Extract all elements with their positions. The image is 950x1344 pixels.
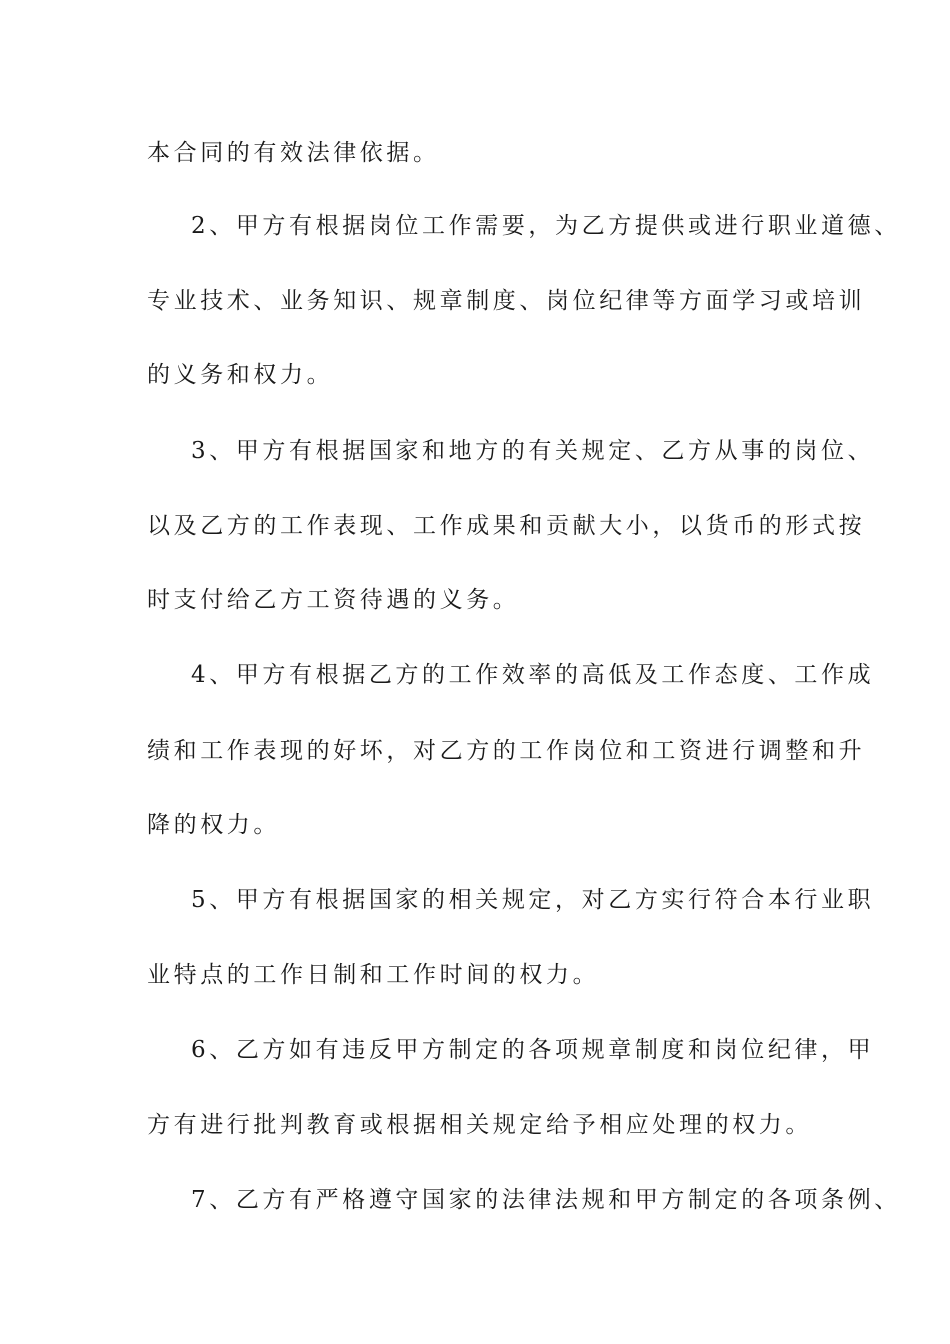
clause-4-line-1: 4、甲方有根据乙方的工作效率的高低及工作态度、工作成: [191, 662, 875, 688]
clause-3-line-3: 时支付给乙方工资待遇的义务。: [147, 587, 520, 613]
clause-3-line-1: 3、甲方有根据国家和地方的有关规定、乙方从事的岗位、: [191, 438, 875, 464]
text-line: 本合同的有效法律依据。: [147, 140, 440, 166]
clause-5-line-1: 5、甲方有根据国家的相关规定，对乙方实行符合本行业职: [191, 887, 875, 913]
clause-3-line-2: 以及乙方的工作表现、工作成果和贡献大小，以货币的形式按: [147, 513, 866, 539]
clause-4-line-3: 降的权力。: [147, 812, 280, 838]
clause-2-line-1: 2、甲方有根据岗位工作需要，为乙方提供或进行职业道德、: [191, 213, 901, 239]
clause-7-line-1: 7、乙方有严格遵守国家的法律法规和甲方制定的各项条例、: [191, 1187, 901, 1213]
clause-5-line-2: 业特点的工作日制和工作时间的权力。: [147, 962, 600, 988]
clause-2-line-2: 专业技术、业务知识、规章制度、岗位纪律等方面学习或培训: [147, 288, 866, 314]
clause-6-line-2: 方有进行批判教育或根据相关规定给予相应处理的权力。: [147, 1112, 812, 1138]
clause-4-line-2: 绩和工作表现的好坏，对乙方的工作岗位和工资进行调整和升: [147, 738, 866, 764]
clause-2-line-3: 的义务和权力。: [147, 362, 334, 388]
clause-6-line-1: 6、乙方如有违反甲方制定的各项规章制度和岗位纪律，甲: [191, 1037, 875, 1063]
